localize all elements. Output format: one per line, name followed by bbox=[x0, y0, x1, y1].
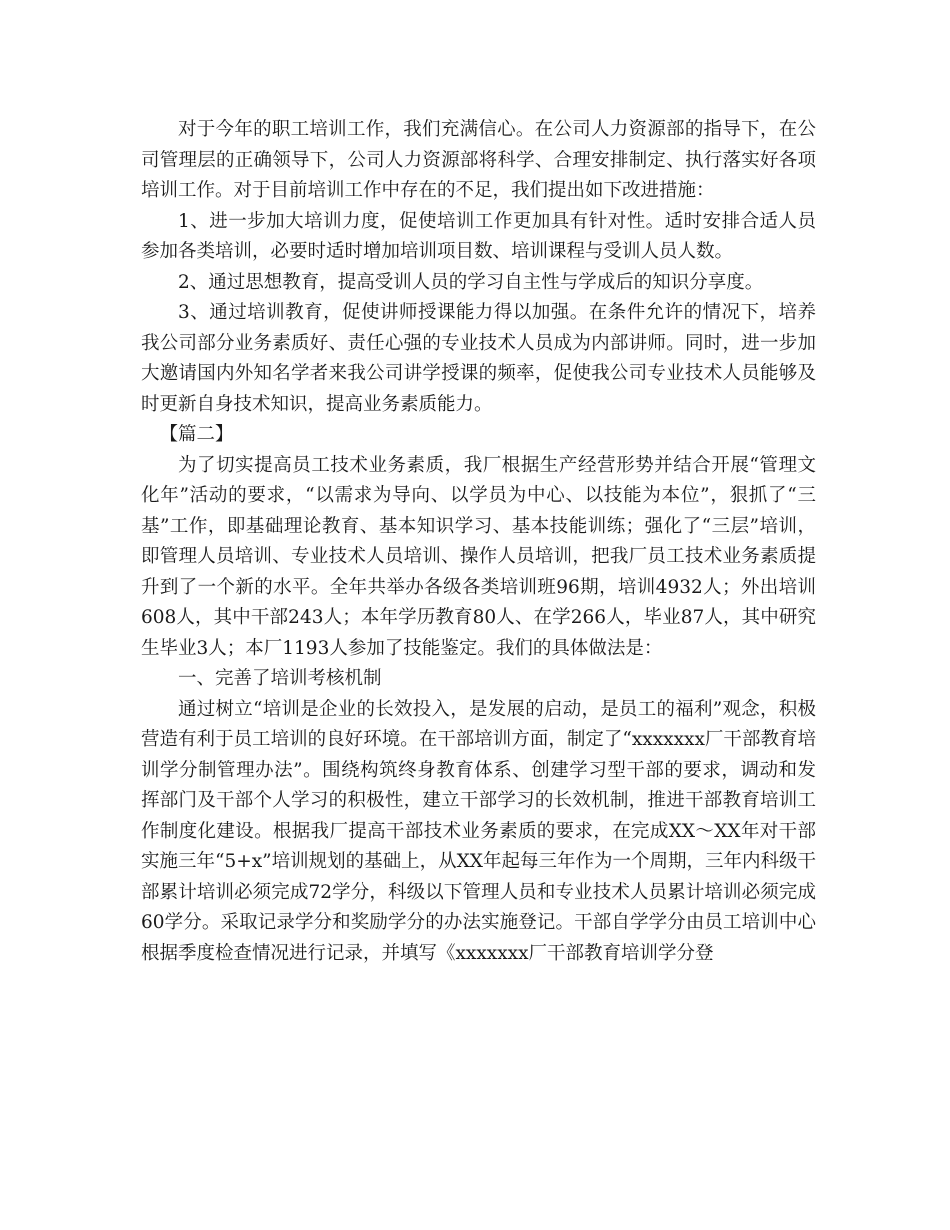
paragraph-measure-2: 2、通过思想教育，提高受训人员的学习自主性与学成后的知识分享度。 bbox=[178, 271, 764, 293]
section-heading-part-two: 【篇二】 bbox=[159, 424, 234, 445]
paragraph-measure-1: 1、进一步加大培训力度，促使培训工作更加具有针对性。适时安排合适人员参加各类培训，必要时适时增加培训项目数、培训课程与受训人员人数。 bbox=[141, 210, 816, 262]
subheading-assessment-mechanism: 一、完善了培训考核机制 bbox=[178, 668, 382, 689]
paragraph-part-two-summary: 为了切实提高员工技术业务素质，我厂根据生产经营形势并结合开展“管理文化年”活动的要求，“以需求为导向、以学员为中心、以技能为本位”，狠抓了“三基”工作，即基础理论教育、基本知识学习、基本技能训练；强化了“三层”培训，即管理人员培训、专业技术人员培训、操作人员培训，把我厂员工技术业务素质提升到了一个新的水平。全年共举办各级各类培训班96期，培训4932人；外出培训608人，其中干部243人；本年学历教育80人、在学266人，毕业87人，其中研究生毕业3人；本厂1193人参加了技能鉴定。我们的具体做法是： bbox=[141, 454, 816, 659]
paragraph-measure-3: 3、通过培训教育，促使讲师授课能力得以加强。在条件允许的情况下，培养我公司部分业务素质好、责任心强的专业技术人员成为内部讲师。同时，进一步加大邀请国内外知名学者来我公司讲学授课的频率，促使我公司专业技术人员能够及时更新自身技术知识，提高业务素质能力。 bbox=[141, 302, 816, 415]
document-body bbox=[141, 115, 816, 969]
paragraph-assessment-details: 通过树立“培训是企业的长效投入，是发展的启动，是员工的福利”观念，积极营造有利于员工培训的良好环境。在干部培训方面，制定了“xxxxxxx厂干部教育培训学分制管理办法”。围绕构筑终身教育体系、创建学习型干部的要求，调动和发挥部门及干部个人学习的积极性，建立干部学习的长效机制，推进干部教育培训工作制度化建设。根据我厂提高干部技术业务素质的要求，在完成XX～XX年对干部实施三年“5+x”培训规划的基础上，从XX年起每三年作为一个周期，三年内科级干部累计培训必须完成72学分，科级以下管理人员和专业技术人员累计培训必须完成60学分。采取记录学分和奖励学分的办法实施登记。干部自学学分由员工培训中心根据季度检查情况进行记录，并填写《xxxxxxx厂干部教育培训学分登 bbox=[141, 698, 816, 964]
paragraph-intro: 对于今年的职工培训工作，我们充满信心。在公司人力资源部的指导下，在公司管理层的正确领导下，公司人力资源部将科学、合理安排制定、执行落实好各项培训工作。对于目前培训工作中存在的不足，我们提出如下改进措施： bbox=[141, 119, 816, 201]
